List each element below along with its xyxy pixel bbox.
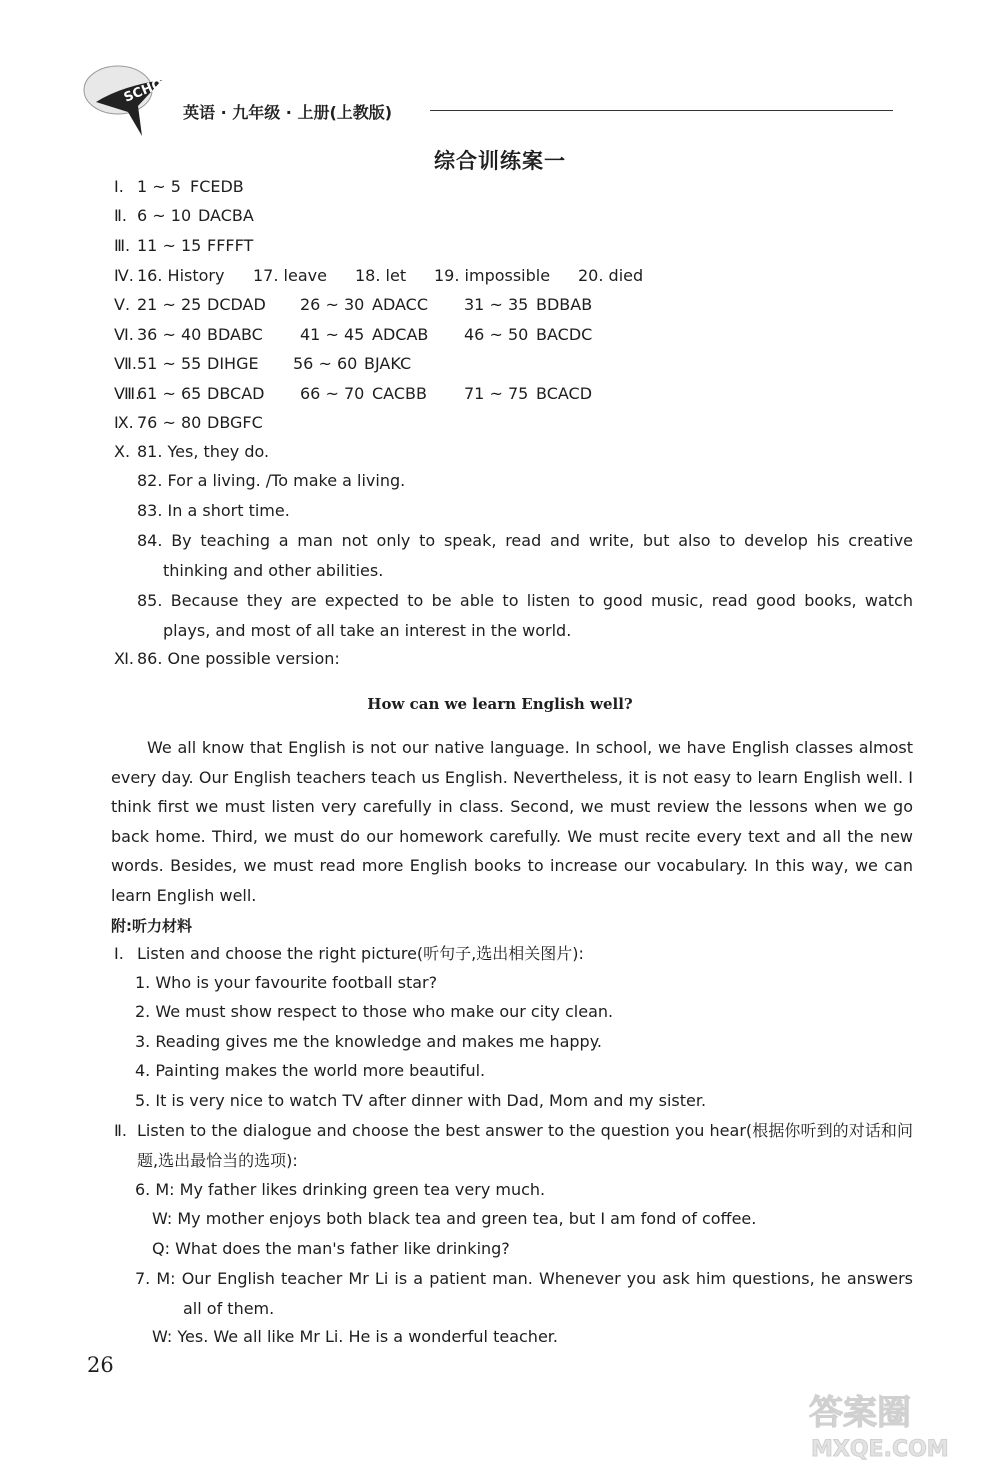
question-range: 21 ~ 25	[137, 295, 202, 314]
answer-value: FCEDB	[190, 177, 244, 196]
dialogue-line: W: Yes. We all like Mr Li. He is a wonderful teacher.	[152, 1327, 558, 1346]
section-num: Ⅸ.	[114, 413, 134, 432]
answer-value: DBGFC	[207, 413, 263, 432]
answer-value: ADCAB	[372, 325, 429, 344]
section-num: Ⅹ.	[114, 442, 131, 461]
question-range: 36 ~ 40	[137, 325, 202, 344]
answer-item-text: 85. Because they are expected to be able to listen to good music, read good books, watch plays, and most of all take an interest in the world.	[137, 591, 913, 640]
question-range: 1 ~ 5	[137, 177, 181, 196]
answer-item-text: 84. By teaching a man not only to speak, read and write, but also to develop his creative thinking and other abilities.	[137, 531, 913, 580]
section-num: Ⅱ.	[114, 1121, 127, 1140]
question-range: 56 ~ 60	[293, 354, 358, 373]
svg-text:答案圈: 答案圈	[809, 1393, 911, 1433]
page-number: 26	[87, 1353, 114, 1377]
dialogue-line	[135, 1264, 913, 1323]
listening-instruction: Listen to the dialogue and choose the best answer to the question you hear(根据你听到的对话和问题,选出最恰当的选项):	[137, 1121, 913, 1170]
header-divider	[430, 110, 893, 111]
essay-body: We all know that English is not our native language. In school, we have English classes almost every day. Our English teachers teach us English. Nevertheless, it is not easy to learn English well. I think first we must listen very carefully in class. Second, we must review the lessons when we go back home. Third, we must do our homework carefully. We must recite every text and all the new words. Besides, we must read more English books to increase our vocabulary. In this way, we can learn English well.	[111, 738, 913, 905]
dialogue-line-text: 7. M: Our English teacher Mr Li is a patient man. Whenever you ask him questions, he answers all of them.	[135, 1269, 913, 1318]
answer-value: BJAKC	[364, 354, 412, 373]
answer-value: BACDC	[536, 325, 593, 344]
question-range: 6 ~ 10	[137, 206, 192, 225]
logo-text: SCHOOL	[121, 69, 184, 106]
question-range: 51 ~ 55	[137, 354, 202, 373]
answer-item: 81. Yes, they do.	[137, 442, 270, 461]
answer-value: DCDAD	[207, 295, 266, 314]
answer-value: BDABC	[207, 325, 263, 344]
question-range: 66 ~ 70	[300, 384, 365, 403]
answer-value: 16. History	[137, 266, 225, 285]
question-range: 31 ~ 35	[464, 295, 529, 314]
section-num: Ⅴ.	[114, 295, 131, 314]
question-range: 71 ~ 75	[464, 384, 529, 403]
answer-value: 20. died	[578, 266, 644, 285]
listening-item: 5. It is very nice to watch TV after dinner with Dad, Mom and my sister.	[135, 1091, 707, 1110]
appendix-label: 附:听力材料	[111, 917, 192, 935]
dialogue-line: W: My mother enjoys both black tea and green tea, but I am fond of coffee.	[152, 1209, 757, 1228]
dialogue-line: 6. M: My father likes drinking green tea very much.	[135, 1180, 546, 1199]
answer-value: 17. leave	[253, 266, 327, 285]
dialogue-line: Q: What does the man's father like drinking?	[152, 1239, 510, 1258]
section-num: Ⅷ.	[114, 384, 141, 403]
header-title: 英语 · 九年级 · 上册(上教版)	[183, 103, 393, 122]
answer-value: DACBA	[198, 206, 254, 225]
essay-title: How can we learn English well?	[367, 695, 633, 713]
question-range: 26 ~ 30	[300, 295, 365, 314]
answer-value: FFFFT	[207, 236, 254, 255]
listening-item: 4. Painting makes the world more beautiful.	[135, 1061, 486, 1080]
section-num: Ⅰ.	[114, 177, 124, 196]
answer-value: CACBB	[372, 384, 427, 403]
question-range: 46 ~ 50	[464, 325, 529, 344]
section-num: Ⅰ.	[114, 944, 124, 963]
answer-value: BDBAB	[536, 295, 593, 314]
section-num: Ⅳ.	[114, 266, 134, 285]
section-num: Ⅺ.	[114, 649, 135, 668]
answer-value: DBCAD	[207, 384, 265, 403]
section-num: Ⅶ.	[114, 354, 137, 373]
listening-item: 2. We must show respect to those who make our city clean.	[135, 1002, 614, 1021]
answer-value: BCACD	[536, 384, 593, 403]
answer-value: 18. let	[355, 266, 407, 285]
answer-item	[137, 526, 913, 585]
section-num: Ⅱ.	[114, 206, 127, 225]
answer-item	[137, 586, 913, 645]
question-range: 41 ~ 45	[300, 325, 365, 344]
question-range: 11 ~ 15	[137, 236, 202, 255]
answer-value: 19. impossible	[434, 266, 551, 285]
school-logo-icon	[76, 62, 184, 138]
page-title: 综合训练案一	[434, 149, 566, 173]
answer-value: DIHGE	[207, 354, 259, 373]
watermark-logo-icon	[805, 1380, 985, 1462]
question-range: 76 ~ 80	[137, 413, 202, 432]
listening-item: 3. Reading gives me the knowledge and makes me happy.	[135, 1032, 602, 1051]
question-range: 61 ~ 65	[137, 384, 202, 403]
listening-item: 1. Who is your favourite football star?	[135, 973, 438, 992]
section-num: Ⅵ.	[114, 325, 134, 344]
svg-text:MXQE.COM: MXQE.COM	[811, 1437, 949, 1462]
answer-item: 83. In a short time.	[137, 501, 290, 520]
answer-value: ADACC	[372, 295, 428, 314]
answer-item: 82. For a living. /To make a living.	[137, 471, 406, 490]
listening-instruction: Listen and choose the right picture(听句子,选出相关图片):	[137, 944, 584, 963]
answer-item: 86. One possible version:	[137, 649, 340, 668]
section-num: Ⅲ.	[114, 236, 131, 255]
